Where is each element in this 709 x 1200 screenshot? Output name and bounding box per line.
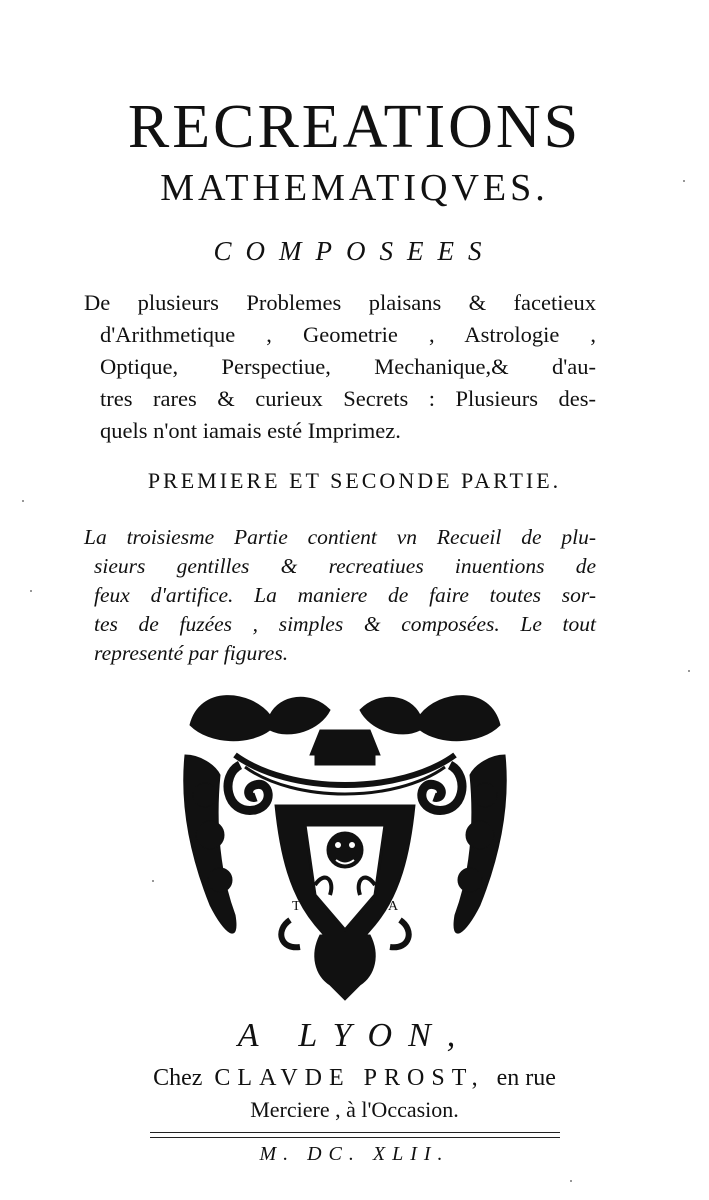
parts-heading: PREMIERE ET SECONDE PARTIE. — [147, 468, 562, 493]
divider-rule — [150, 1132, 560, 1133]
description-block — [84, 287, 596, 447]
paper-speck — [688, 670, 690, 672]
printer-name: CLAVDE PROST, — [214, 1065, 485, 1091]
paper-speck — [30, 590, 32, 592]
third-part-line: tes de fuzées , simples & composées. Le tout — [94, 612, 596, 636]
third-part-line: representé par figures. — [94, 641, 289, 665]
third-part-line: feux d'artifice. La maniere de faire toutes sor- — [94, 583, 596, 607]
paper-speck — [570, 1180, 572, 1182]
third-part-block — [84, 523, 596, 668]
third-part-line: La troisiesme Partie contient vn Recueil de plu- — [84, 525, 596, 549]
place-of-publication: A LYON, — [237, 1017, 472, 1054]
description-line: d'Arithmetique , Geometrie , Astrologie , — [100, 322, 596, 347]
printer-address: Merciere , à l'Occasion. — [250, 1097, 459, 1122]
printers-ornament-icon — [180, 685, 510, 1005]
book-title: RECREATIONS — [127, 93, 582, 161]
third-part-line: sieurs gentilles & recreatiues inuentions de — [94, 554, 596, 578]
printer-line — [0, 1062, 709, 1094]
book-subtitle: MATHEMATIQVES. — [160, 167, 549, 209]
divider-rule — [150, 1137, 560, 1138]
description-line: tres rares & curieux Secrets : Plusieurs des- — [100, 386, 596, 411]
paper-speck — [22, 500, 24, 502]
description-line: De plusieurs Problemes plaisans & facetieux — [84, 290, 596, 315]
paper-speck — [683, 180, 685, 182]
printer-suffix: en rue — [496, 1065, 556, 1091]
composees-heading: COMPOSEES — [213, 236, 496, 266]
description-line: quels n'ont iamais esté Imprimez. — [100, 418, 401, 443]
ornament-letter: T — [292, 899, 301, 914]
publication-date: M. DC. XLII. — [259, 1143, 450, 1165]
description-line: Optique, Perspectiue, Mechanique,& d'au- — [100, 354, 596, 379]
ornament-letter: A — [388, 899, 399, 914]
paper-speck — [152, 880, 154, 882]
printer-prefix: Chez — [153, 1065, 203, 1091]
